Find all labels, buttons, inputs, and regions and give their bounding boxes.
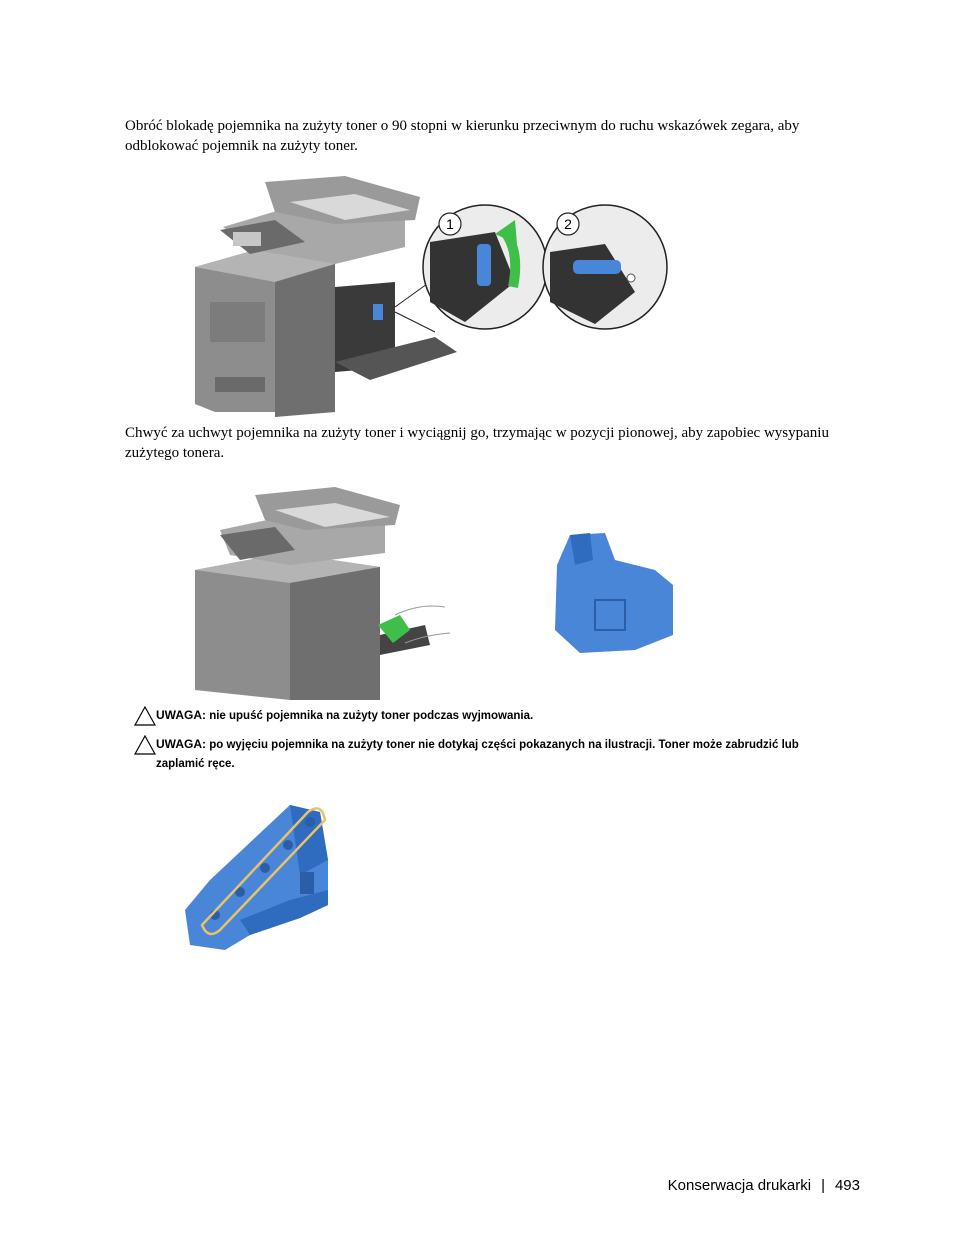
- caution-label-1: UWAGA:: [156, 708, 206, 722]
- warning-triangle-icon: [134, 735, 156, 755]
- footer-separator: |: [821, 1177, 825, 1194]
- detail-view-1: [423, 205, 547, 329]
- figure-do-not-touch-areas: [180, 800, 340, 955]
- caution-label-2: UWAGA:: [156, 737, 206, 751]
- caution-note-2: [134, 735, 846, 774]
- waste-toner-container: [555, 533, 673, 653]
- printer-illustration: [195, 176, 457, 417]
- step-1-instruction: Obróć blokadę pojemnika na zużyty toner o 90 stopni w kierunku przeciwnym do ruchu wskazówek zegara, aby odblokować pojemnik na zużyty toner.: [125, 118, 800, 154]
- figure-pull-out-container: [195, 485, 685, 703]
- figure-unlock-waste-toner: [195, 172, 675, 420]
- step-2-instruction: Chwyć za uchwyt pojemnika na zużyty toner i wyciągnij go, trzymając w pozycji pionowej, aby zapobiec wysypaniu zużytego tonera.: [125, 425, 829, 461]
- caution-note-1: [134, 706, 846, 726]
- callout-2: 2: [564, 216, 572, 232]
- footer-section-title: Konserwacja drukarki: [667, 1177, 812, 1194]
- printer-illustration-2: [195, 487, 450, 700]
- caution-text-2: po wyjęciu pojemnika na zużyty toner nie dotykaj części pokazanych na ilustracji. Toner może zabrudzić lub zaplamić ręce.: [156, 739, 799, 770]
- callout-1: 1: [446, 216, 454, 232]
- page-footer: [668, 1177, 860, 1194]
- page-number: 493: [834, 1177, 860, 1194]
- detail-view-2: [543, 205, 667, 329]
- waste-toner-container-detail: [185, 805, 328, 950]
- caution-text-1: nie upuść pojemnika na zużyty toner podczas wyjmowania.: [206, 710, 534, 722]
- warning-triangle-icon: [134, 706, 156, 726]
